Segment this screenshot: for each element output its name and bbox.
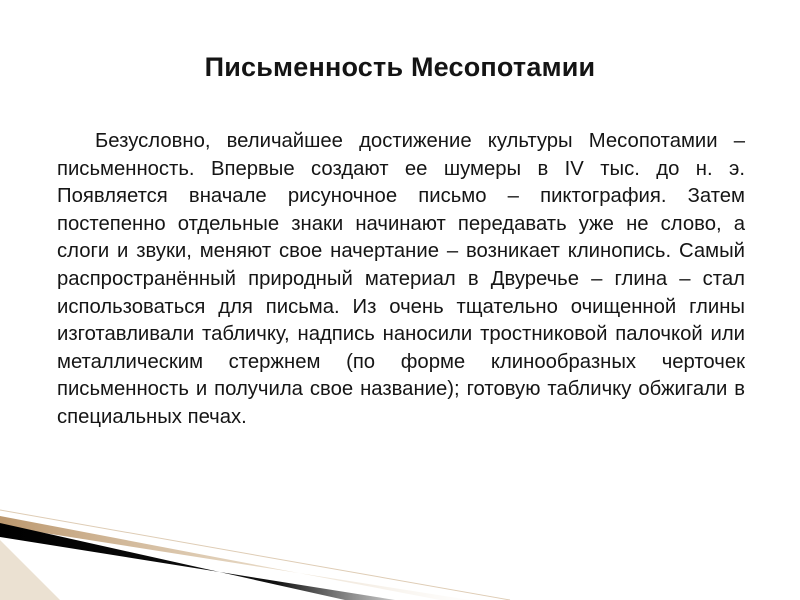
- body-paragraph: Безусловно, величайшее достижение культуры Месопотамии – письменность. Впервые создают ее шумеры в IV тыс. до н. э. Появляется вначале рисуночное письмо – пиктография. Затем постепенно отдельные знаки начинают передавать уже не слово, а слоги и звуки, меняют свое начертание – возникает клинопись. Самый распространённый природный материал в Двуречье – глина – стал использоваться для письма. Из очень тщательно очищенной глины изготавливали табличку, надпись наносили тростниковой палочкой или металлическим стержнем (по форме клинообразных черточек письменность и получила свое название); готовую табличку обжигали в специальных печах.: [57, 130, 745, 428]
- tan-stripe-upper: [0, 516, 470, 600]
- dark-stripe: [0, 523, 395, 600]
- slide-title: Письменность Месопотамии: [204, 52, 596, 82]
- tan-stripe-lower: [0, 540, 60, 600]
- thin-stripe: [0, 510, 510, 600]
